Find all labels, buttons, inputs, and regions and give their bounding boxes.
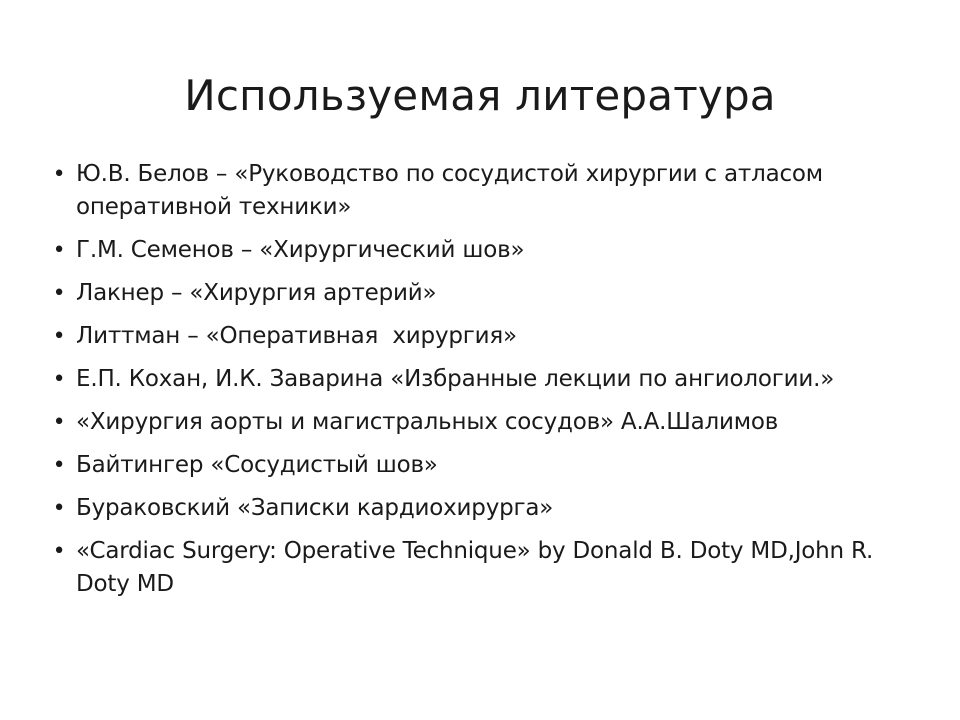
reference-text: Г.М. Семенов – «Хирургический шов» bbox=[76, 237, 525, 263]
reference-list bbox=[52, 158, 932, 611]
reference-text: Литтман – «Оперативная хирургия» bbox=[76, 323, 517, 349]
list-item bbox=[52, 234, 932, 267]
reference-text: Лакнер – «Хирургия артерий» bbox=[76, 280, 437, 306]
reference-text: Байтингер «Сосудистый шов» bbox=[76, 452, 438, 478]
list-item bbox=[52, 277, 932, 310]
list-item bbox=[52, 320, 932, 353]
slide-title: Используемая литература bbox=[184, 71, 776, 120]
reference-text: Е.П. Кохан, И.К. Заварина «Избранные лекции по ангиологии.» bbox=[76, 366, 835, 392]
bullet-icon: • bbox=[52, 410, 66, 435]
bullet-icon: • bbox=[52, 324, 66, 349]
reference-text: «Хирургия аорты и магистральных сосудов» А.А.Шалимов bbox=[76, 409, 779, 435]
bullet-icon: • bbox=[52, 367, 66, 392]
bullet-icon: • bbox=[52, 453, 66, 478]
list-item bbox=[52, 158, 932, 224]
bullet-icon: • bbox=[52, 281, 66, 306]
reference-text: Бураковский «Записки кардиохирурга» bbox=[76, 495, 554, 521]
list-item bbox=[52, 492, 932, 525]
bullet-icon: • bbox=[52, 496, 66, 521]
bullet-icon: • bbox=[52, 162, 66, 187]
bullet-icon: • bbox=[52, 539, 66, 564]
reference-text: «Cardiac Surgery: Operative Technique» by Donald B. Doty MD,John R. Doty MD bbox=[76, 538, 874, 597]
list-item bbox=[52, 449, 932, 482]
bullet-icon: • bbox=[52, 238, 66, 263]
list-item bbox=[52, 535, 932, 601]
list-item bbox=[52, 363, 932, 396]
reference-text: Ю.В. Белов – «Руководство по сосудистой хирургии с атласом оперативной техники» bbox=[76, 161, 823, 220]
list-item bbox=[52, 406, 932, 439]
